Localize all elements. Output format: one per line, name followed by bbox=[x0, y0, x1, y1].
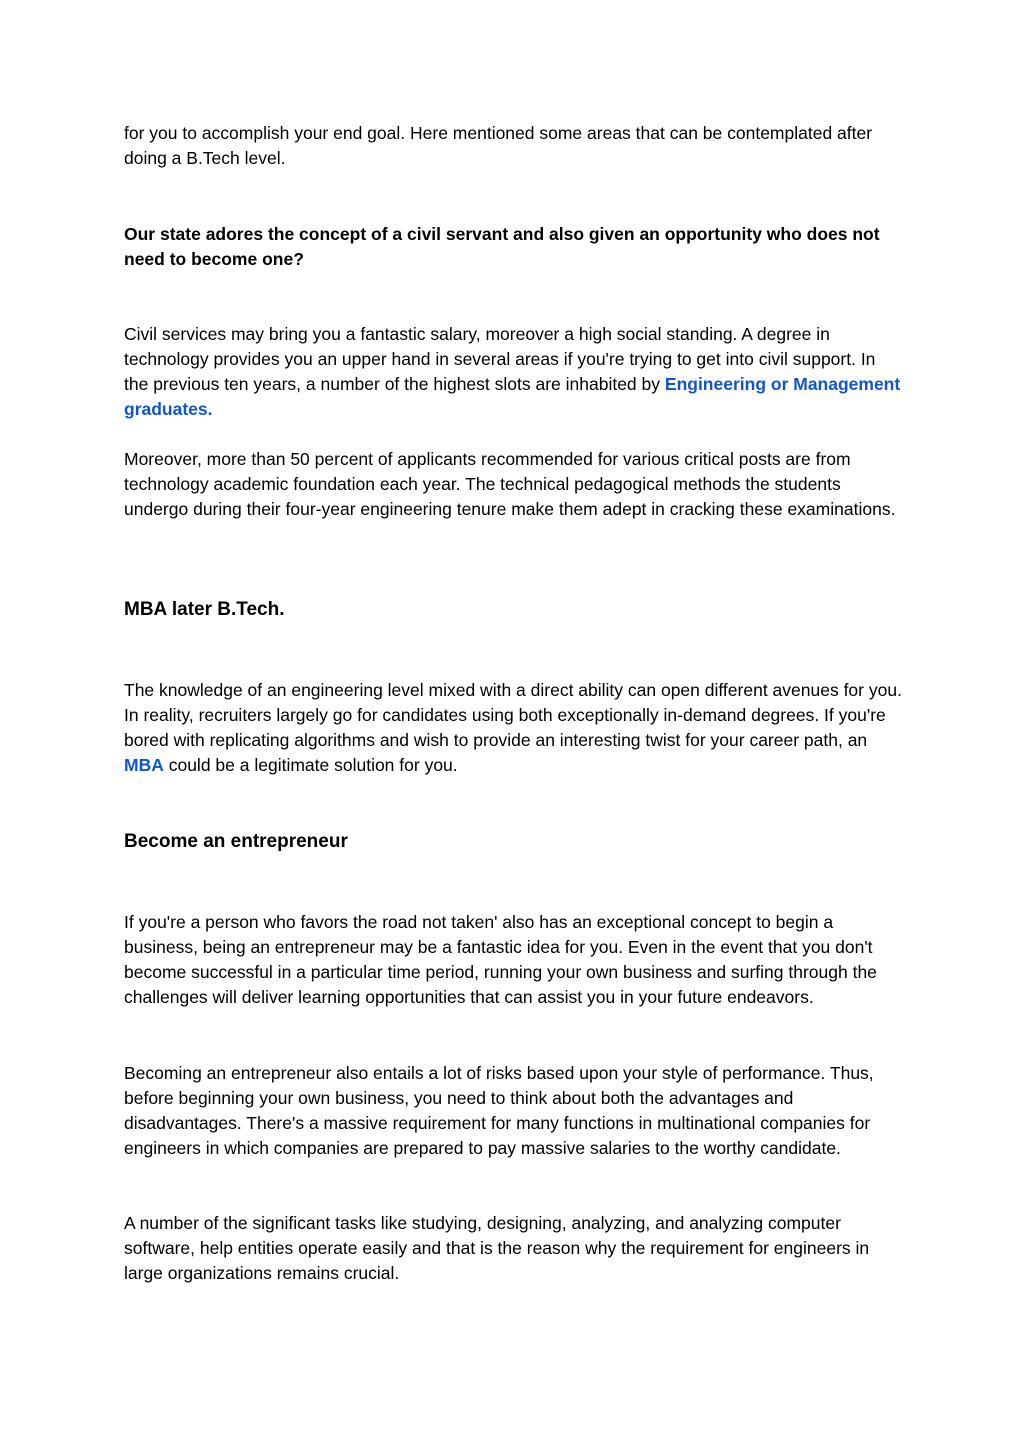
civil-services-text: Civil services may bring you a fantastic salary, moreover a high social standing. A degree in technology provides you an upper hand in several areas if you're trying to get into civil support. In the previous ten years, a number of the highest slots are inhabited by bbox=[124, 324, 876, 394]
question-paragraph: Our state adores the concept of a civil servant and also given an opportunity who does not need to become one? bbox=[124, 224, 880, 269]
mba-paragraph bbox=[124, 678, 904, 778]
engineering-management-link[interactable]: Engineering or Management graduates. bbox=[124, 374, 901, 419]
applicants-paragraph: Moreover, more than 50 percent of applicants recommended for various critical posts are from technology academic foundation each year. The technical pedagogical methods the students undergo during their four-year engineering tenure make them adept in cracking these examinations. bbox=[124, 449, 896, 519]
mba-link[interactable]: MBA bbox=[124, 755, 164, 775]
entrepreneur-heading: Become an entrepreneur bbox=[124, 831, 348, 852]
entrepreneur-paragraph-3: A number of the significant tasks like studying, designing, analyzing, and analyzing computer software, help entities operate easily and that is the reason why the requirement for engineers in large organizations remains crucial. bbox=[124, 1213, 870, 1283]
entrepreneur-paragraph-1: If you're a person who favors the road not taken' also has an exceptional concept to begin a business, being an entrepreneur may be a fantastic idea for you. Even in the event that you don't become successful in a particular time period, running your own business and surfing through the challenges will deliver learning opportunities that can assist you in your future endeavors. bbox=[124, 912, 877, 1007]
mba-text-before: The knowledge of an engineering level mixed with a direct ability can open different avenues for you. In reality, recruiters largely go for candidates using both exceptionally in-demand degrees. If you're bored with replicating algorithms and wish to provide an interesting twist for your career path, an bbox=[124, 680, 902, 750]
intro-paragraph: for you to accomplish your end goal. Here mentioned some areas that can be contemplated after doing a B.Tech level. bbox=[124, 123, 873, 168]
mba-heading: MBA later B.Tech. bbox=[124, 599, 285, 620]
entrepreneur-paragraph-2: Becoming an entrepreneur also entails a lot of risks based upon your style of performance. Thus, before beginning your own business, you need to think about both the advantages and disadvantages. There's a massive requirement for many functions in multinational companies for engineers in which companies are prepared to pay massive salaries to the worthy candidate. bbox=[124, 1063, 874, 1158]
mba-text-after: could be a legitimate solution for you. bbox=[163, 755, 458, 775]
civil-services-paragraph bbox=[124, 322, 904, 422]
